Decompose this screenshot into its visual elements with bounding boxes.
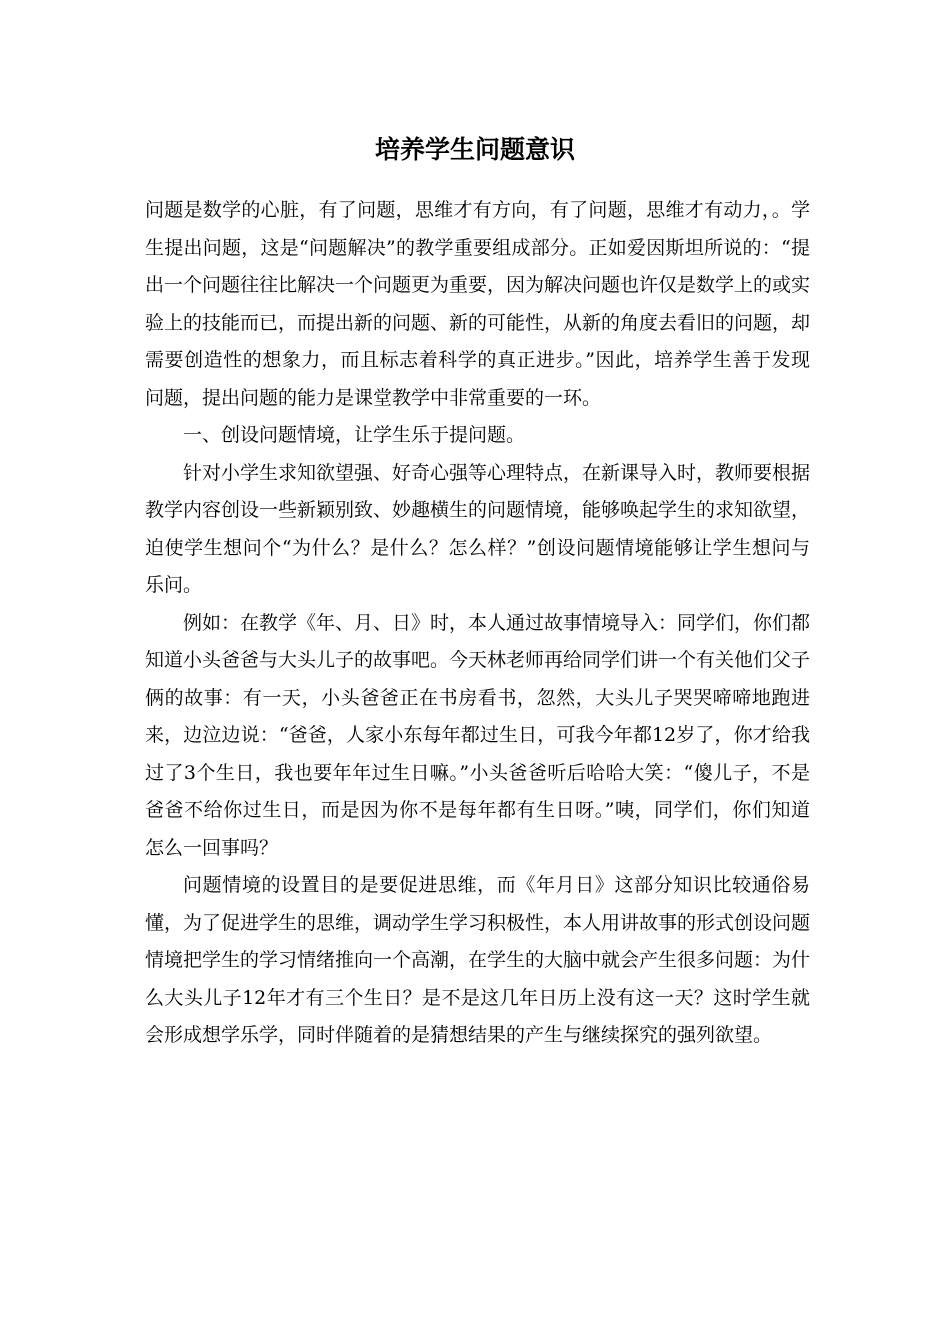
section-heading-1: 一、创设问题情境，让学生乐于提问题。 [183,424,526,446]
document-title: 培养学生问题意识 [374,135,575,164]
paragraph-situation: 针对小学生求知欲望强、好奇心强等心理特点，在新课导入时，教师要根据教学内容创设一些新颖别致、妙趣横生的问题情境，能够唤起学生的求知欲望，迫使学生想问个“为什么？是什么？怎么样？”创设问题情境能够让学生想问与乐问。 [145,461,811,596]
paragraph-intro: 问题是数学的心脏，有了问题，思维才有方向，有了问题，思维才有动力，。学生提出问题，这是“问题解决”的教学重要组成部分。正如爱因斯坦所说的：“提出一个问题往往比解决一个问题更为重要，因为解决问题也许仅是数学上的或实验上的技能而已，而提出新的问题、新的可能性，从新的角度去看旧的问题，却需要创造性的想象力，而且标志着科学的真正进步。”因此，培养学生善于发现问题，提出问题的能力是课堂教学中非常重要的一环。 [145,199,811,409]
document-body [145,192,810,1055]
paragraph-purpose: 问题情境的设置目的是要促进思维，而《年月日》这部分知识比较通俗易懂，为了促进学生的思维，调动学生学习积极性，本人用讲故事的形式创设问题情境把学生的学习情绪推向一个高潮，在学生的大脑中就会产生很多问题：为什么大头儿子12年才有三个生日？是不是这几年日历上没有这一天？这时学生就会形成想学乐学，同时伴随着的是猜想结果的产生与继续探究的强列欲望。 [145,874,811,1046]
paragraph-example: 例如：在教学《年、月、日》时，本人通过故事情境导入：同学们，你们都知道小头爸爸与大头儿子的故事吧。今天林老师再给同学们讲一个有关他们父子俩的故事：有一天，小头爸爸正在书房看书，忽然，大头儿子哭哭啼啼地跑进来，边泣边说：“爸爸，人家小东每年都过生日，可我今年都12岁了，你才给我过了3个生日，我也要年年过生日嘛。”小头爸爸听后哈哈大笑：“傻儿子，不是爸爸不给你过生日，而是因为你不是每年都有生日呀。”咦，同学们，你们知道怎么一回事吗？ [145,611,811,859]
